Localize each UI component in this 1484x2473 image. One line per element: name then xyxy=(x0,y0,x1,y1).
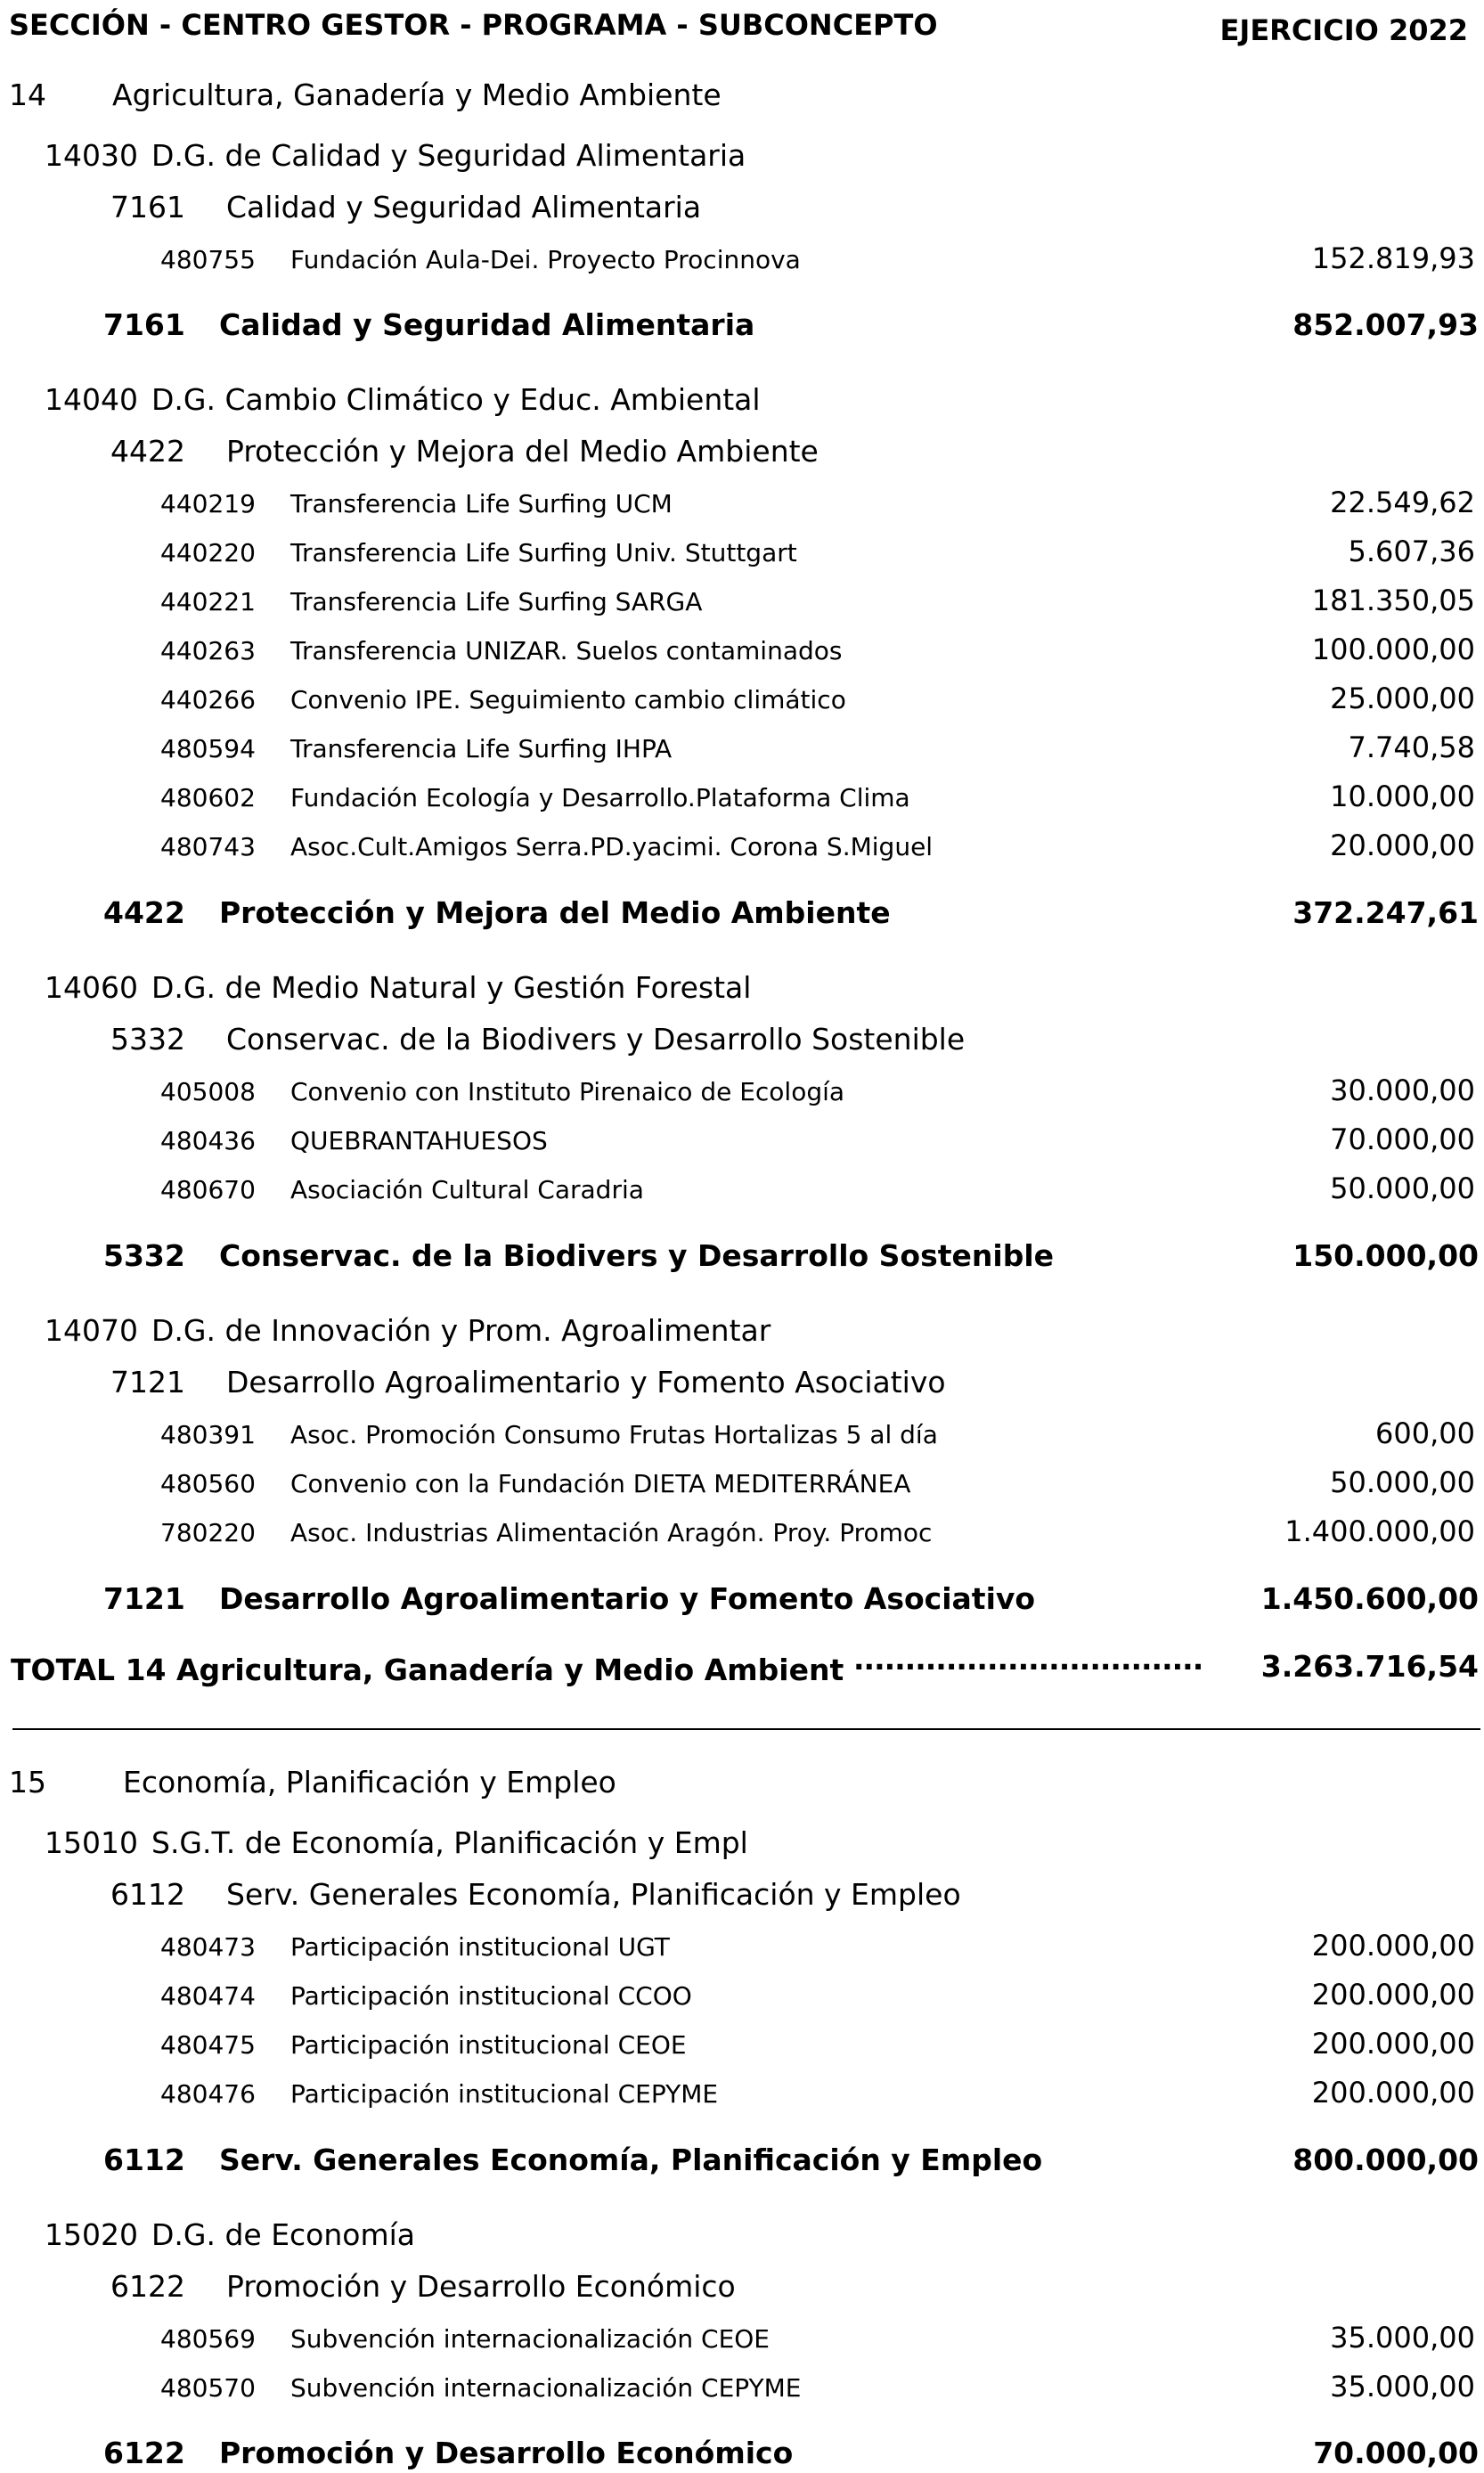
subconcepto-name: Convenio IPE. Seguimiento cambio climático xyxy=(290,685,846,714)
fiscal-year: EJERCICIO 2022 xyxy=(1219,13,1468,47)
programa-total-name: Conservac. de la Biodivers y Desarrollo Sostenible xyxy=(219,1238,1055,1273)
subconcepto-name: Fundación Ecología y Desarrollo.Plataforma Clima xyxy=(290,783,910,812)
centro-code: 14060 xyxy=(45,970,138,1005)
programa-code: 6122 xyxy=(110,2269,185,2304)
subconcepto-code: 480743 xyxy=(160,832,256,861)
subconcepto-amount: 200.000,00 xyxy=(1311,2027,1475,2061)
centro-name: D.G. Cambio Climático y Educ. Ambiental xyxy=(151,382,761,417)
centro-code: 15010 xyxy=(45,1825,138,1860)
subconcepto-amount: 5.607,36 xyxy=(1348,535,1475,568)
centro-name: D.G. de Innovación y Prom. Agroalimentar xyxy=(151,1313,771,1348)
subconcepto-code: 480594 xyxy=(160,734,256,763)
programa-total-name: Calidad y Seguridad Alimentaria xyxy=(219,307,755,342)
section-total-amount: 3.263.716,54 xyxy=(1260,1649,1479,1684)
subconcepto-amount: 100.000,00 xyxy=(1311,633,1475,666)
programa-total-amount: 800.000,00 xyxy=(1292,2142,1479,2177)
subconcepto-code: 480560 xyxy=(160,1469,256,1498)
subconcepto-amount: 7.740,58 xyxy=(1348,730,1475,764)
subconcepto-code: 440221 xyxy=(160,587,256,616)
programa-code: 4422 xyxy=(110,434,185,469)
subconcepto-amount: 200.000,00 xyxy=(1311,1929,1475,1963)
subconcepto-name: Transferencia UNIZAR. Suelos contaminados xyxy=(290,636,843,665)
subconcepto-amount: 70.000,00 xyxy=(1330,1122,1475,1156)
subconcepto-code: 440263 xyxy=(160,636,256,665)
subconcepto-name: Participación institucional UGT xyxy=(290,1932,670,1962)
subconcepto-code: 480602 xyxy=(160,783,256,812)
programa-total-amount: 372.247,61 xyxy=(1292,895,1479,930)
subconcepto-amount: 50.000,00 xyxy=(1330,1171,1475,1205)
programa-code: 5332 xyxy=(110,1022,185,1057)
centro-name: D.G. de Calidad y Seguridad Alimentaria xyxy=(151,138,746,173)
programa-total-code: 6122 xyxy=(103,2436,185,2470)
programa-name: Desarrollo Agroalimentario y Fomento Asociativo xyxy=(226,1365,946,1400)
subconcepto-amount: 50.000,00 xyxy=(1330,1465,1475,1499)
subconcepto-code: 480475 xyxy=(160,2030,256,2060)
subconcepto-name: QUEBRANTAHUESOS xyxy=(290,1126,548,1155)
programa-total-name: Desarrollo Agroalimentario y Fomento Asociativo xyxy=(219,1581,1036,1616)
subconcepto-name: Participación institucional CEOE xyxy=(290,2030,687,2060)
subconcepto-code: 405008 xyxy=(160,1077,256,1106)
subconcepto-code: 480670 xyxy=(160,1175,256,1204)
centro-code: 14030 xyxy=(45,138,138,173)
subconcepto-amount: 200.000,00 xyxy=(1311,1978,1475,2012)
centro-name: D.G. de Economía xyxy=(151,2217,416,2252)
subconcepto-name: Asociación Cultural Caradria xyxy=(290,1175,644,1204)
centro-code: 15020 xyxy=(45,2217,138,2252)
subconcepto-name: Participación institucional CEPYME xyxy=(290,2079,719,2109)
centro-code: 14070 xyxy=(45,1313,138,1348)
subconcepto-name: Asoc.Cult.Amigos Serra.PD.yacimi. Corona S.Miguel xyxy=(290,832,934,861)
section-total-label: TOTAL 14 Agricultura, Ganadería y Medio Ambient xyxy=(11,1653,844,1687)
centro-name: S.G.T. de Economía, Planificación y Empl xyxy=(151,1825,748,1860)
dot-leader: .................................. xyxy=(853,1642,1203,1677)
subconcepto-amount: 20.000,00 xyxy=(1330,828,1475,862)
programa-total-code: 5332 xyxy=(103,1238,185,1273)
subconcepto-code: 480391 xyxy=(160,1420,256,1449)
subconcepto-code: 480474 xyxy=(160,1981,256,2011)
programa-total-name: Serv. Generales Economía, Planificación y Empleo xyxy=(219,2142,1043,2177)
subconcepto-name: Subvención internacionalización CEPYME xyxy=(290,2373,802,2403)
programa-code: 7121 xyxy=(110,1365,185,1400)
subconcepto-name: Convenio con Instituto Pirenaico de Ecología xyxy=(290,1077,845,1106)
programa-total-amount: 70.000,00 xyxy=(1313,2436,1479,2470)
subconcepto-name: Transferencia Life Surfing IHPA xyxy=(290,734,673,763)
subconcepto-name: Convenio con la Fundación DIETA MEDITERRÁNEA xyxy=(290,1469,911,1498)
programa-total-amount: 1.450.600,00 xyxy=(1260,1581,1479,1616)
programa-name: Calidad y Seguridad Alimentaria xyxy=(226,190,702,224)
section-code: 14 xyxy=(9,78,46,112)
subconcepto-name: Transferencia Life Surfing UCM xyxy=(290,489,673,518)
subconcepto-name: Participación institucional CCOO xyxy=(290,1981,692,2011)
section-divider xyxy=(12,1728,1480,1730)
programa-total-code: 6112 xyxy=(103,2142,185,2177)
subconcepto-code: 780220 xyxy=(160,1518,256,1547)
subconcepto-amount: 30.000,00 xyxy=(1330,1073,1475,1107)
programa-name: Protección y Mejora del Medio Ambiente xyxy=(226,434,819,469)
subconcepto-code: 480476 xyxy=(160,2079,256,2109)
subconcepto-name: Asoc. Promoción Consumo Frutas Hortalizas 5 al día xyxy=(290,1420,938,1449)
programa-code: 7161 xyxy=(110,190,185,224)
programa-name: Serv. Generales Economía, Planificación y Empleo xyxy=(226,1877,961,1912)
subconcepto-amount: 1.400.000,00 xyxy=(1284,1514,1475,1548)
subconcepto-code: 480473 xyxy=(160,1932,256,1962)
subconcepto-amount: 600,00 xyxy=(1375,1416,1475,1450)
programa-code: 6112 xyxy=(110,1877,185,1912)
programa-total-code: 7121 xyxy=(103,1581,185,1616)
subconcepto-name: Transferencia Life Surfing Univ. Stuttgart xyxy=(290,538,797,567)
subconcepto-amount: 35.000,00 xyxy=(1330,2370,1475,2404)
subconcepto-code: 480436 xyxy=(160,1126,256,1155)
subconcepto-name: Asoc. Industrias Alimentación Aragón. Proy. Promoc xyxy=(290,1518,933,1547)
subconcepto-amount: 10.000,00 xyxy=(1330,779,1475,813)
section-code: 15 xyxy=(9,1765,46,1800)
section-name: Agricultura, Ganadería y Medio Ambiente xyxy=(112,78,722,112)
subconcepto-amount: 181.350,05 xyxy=(1311,584,1475,617)
subconcepto-name: Fundación Aula-Dei. Proyecto Procinnova xyxy=(290,245,801,274)
programa-total-code: 7161 xyxy=(103,307,185,342)
programa-total-amount: 852.007,93 xyxy=(1292,307,1479,342)
programa-total-amount: 150.000,00 xyxy=(1292,1238,1479,1273)
centro-name: D.G. de Medio Natural y Gestión Forestal xyxy=(151,970,752,1005)
subconcepto-code: 480569 xyxy=(160,2324,256,2354)
programa-total-name: Promoción y Desarrollo Económico xyxy=(219,2436,794,2470)
programa-name: Conservac. de la Biodivers y Desarrollo Sostenible xyxy=(226,1022,966,1057)
subconcepto-code: 480570 xyxy=(160,2373,256,2403)
subconcepto-amount: 22.549,62 xyxy=(1330,486,1475,519)
subconcepto-amount: 25.000,00 xyxy=(1330,682,1475,715)
programa-total-code: 4422 xyxy=(103,895,185,930)
subconcepto-code: 440266 xyxy=(160,685,256,714)
subconcepto-amount: 35.000,00 xyxy=(1330,2321,1475,2355)
column-headers: SECCIÓN - CENTRO GESTOR - PROGRAMA - SUBCONCEPTO xyxy=(9,8,938,42)
section-name: Economía, Planificación y Empleo xyxy=(123,1765,616,1800)
programa-name: Promoción y Desarrollo Económico xyxy=(226,2269,736,2304)
centro-code: 14040 xyxy=(45,382,138,417)
subconcepto-amount: 200.000,00 xyxy=(1311,2076,1475,2110)
subconcepto-code: 440219 xyxy=(160,489,256,518)
subconcepto-name: Transferencia Life Surfing SARGA xyxy=(290,587,703,616)
subconcepto-code: 440220 xyxy=(160,538,256,567)
subconcepto-code: 480755 xyxy=(160,245,256,274)
programa-total-name: Protección y Mejora del Medio Ambiente xyxy=(219,895,891,930)
subconcepto-amount: 152.819,93 xyxy=(1311,241,1475,275)
subconcepto-name: Subvención internacionalización CEOE xyxy=(290,2324,770,2354)
